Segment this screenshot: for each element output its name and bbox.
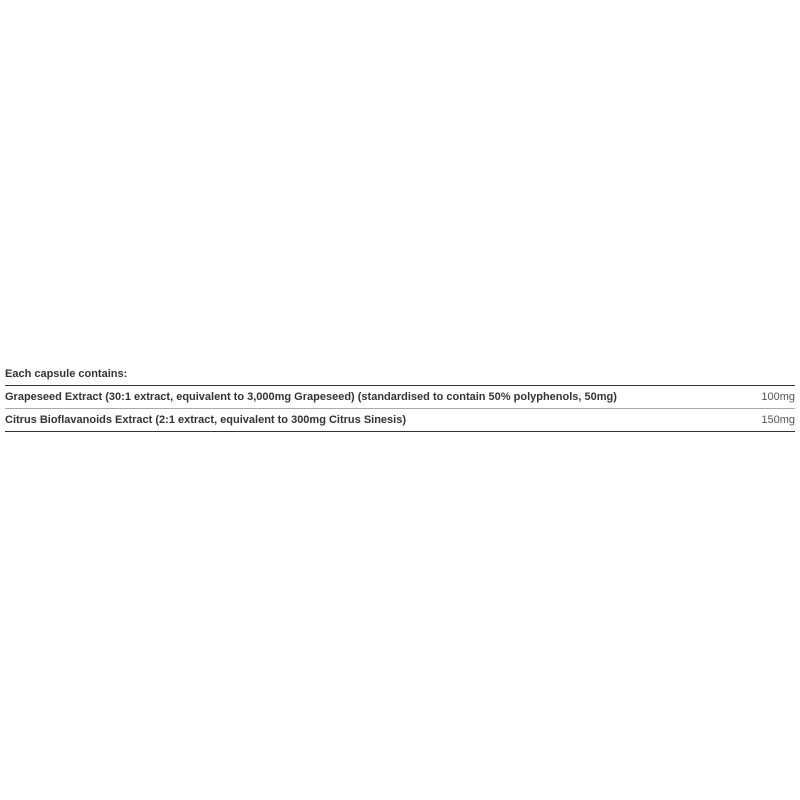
ingredient-name: Grapeseed Extract (30:1 extract, equivalent to 3,000mg Grapeseed) (standardised to contain 50% polyphenols, 50mg) — [5, 391, 617, 403]
ingredient-amount: 150mg — [761, 414, 795, 426]
ingredients-table — [5, 365, 795, 432]
ingredient-name: Citrus Bioflavanoids Extract (2:1 extract, equivalent to 300mg Citrus Sinesis) — [5, 414, 407, 426]
table-heading: Each capsule contains: — [5, 365, 795, 386]
table-row — [5, 409, 795, 432]
ingredient-amount: 100mg — [761, 391, 795, 403]
table-row — [5, 386, 795, 409]
